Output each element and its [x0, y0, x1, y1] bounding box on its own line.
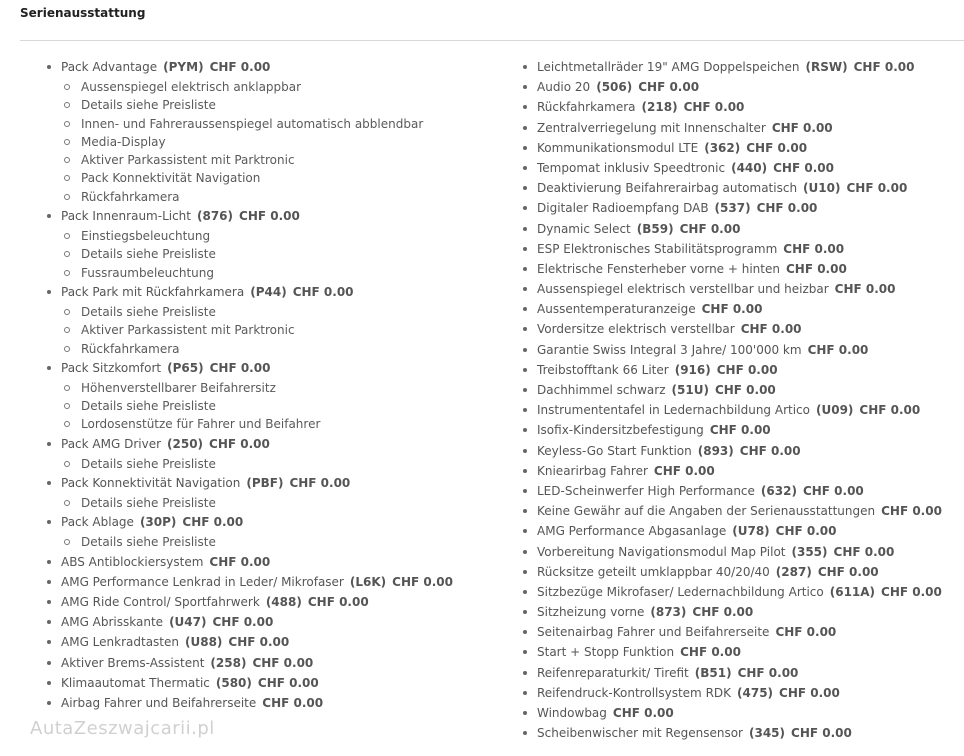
equipment-code: (30P)	[139, 515, 177, 530]
equipment-code: (L6K)	[349, 574, 387, 589]
equipment-name: Klimaautomat Thermatic	[61, 675, 210, 690]
equipment-name: Dynamic Select	[537, 221, 631, 236]
equipment-name: Kommunikationsmodul LTE	[537, 140, 699, 155]
equipment-item	[45, 673, 453, 693]
equipment-item	[521, 340, 942, 360]
pack-detail-item: Details siehe Preisliste	[61, 303, 453, 321]
equipment-price: CHF 0.00	[775, 524, 837, 539]
equipment-name: LED-Scheinwerfer High Performance	[537, 483, 755, 498]
equipment-item	[521, 360, 942, 380]
equipment-name: Vordersitze elektrisch verstellbar	[537, 322, 735, 337]
equipment-name: Pack Sitzkomfort	[61, 360, 162, 375]
equipment-item	[521, 77, 942, 97]
equipment-name: AMG Lenkradtasten	[61, 635, 179, 650]
equipment-code: (287)	[775, 564, 812, 579]
equipment-pack	[45, 206, 453, 282]
equipment-item	[521, 642, 942, 662]
equipment-item	[521, 259, 942, 279]
equipment-list-right	[521, 57, 942, 743]
equipment-item	[521, 703, 942, 723]
equipment-price: CHF 0.00	[209, 436, 270, 451]
equipment-price: CHF 0.00	[612, 706, 674, 720]
equipment-price: CHF 0.00	[817, 564, 879, 579]
equipment-item	[521, 400, 942, 420]
equipment-item	[521, 57, 942, 77]
pack-details-list	[61, 227, 453, 282]
pack-detail-item: Details siehe Preisliste	[61, 455, 453, 473]
equipment-price: CHF 0.00	[638, 80, 700, 95]
equipment-item	[521, 279, 942, 299]
equipment-price: CHF 0.00	[209, 360, 271, 375]
equipment-item	[521, 138, 942, 158]
equipment-item	[45, 612, 453, 632]
pack-detail-item: Aussenspiegel elektrisch anklappbar	[61, 78, 453, 96]
pack-header	[61, 473, 453, 494]
equipment-price: CHF 0.00	[716, 362, 778, 377]
equipment-price: CHF 0.00	[653, 463, 715, 478]
equipment-price: CHF 0.00	[679, 221, 741, 236]
equipment-price: CHF 0.00	[737, 665, 799, 680]
pack-detail-item: Details siehe Preisliste	[61, 397, 453, 415]
equipment-item	[521, 602, 942, 622]
equipment-code: (51U)	[671, 383, 709, 397]
equipment-price: CHF 0.00	[209, 554, 271, 569]
equipment-item	[521, 441, 942, 461]
equipment-pack	[45, 57, 453, 206]
equipment-name: Keine Gewähr auf die Angaben der Serienausstattungen	[537, 504, 876, 519]
equipment-code: (537)	[714, 201, 751, 216]
equipment-code: (362)	[704, 140, 741, 155]
pack-detail-item: Lordosenstütze für Fahrer und Beifahrer	[61, 415, 453, 433]
pack-details-list	[61, 379, 453, 434]
equipment-price: CHF 0.00	[709, 423, 771, 438]
equipment-name: Elektrische Fensterheber vorne + hinten	[537, 261, 780, 276]
equipment-price: CHF 0.00	[680, 645, 741, 660]
equipment-code: (B59)	[636, 221, 674, 236]
equipment-item	[521, 501, 942, 521]
equipment-name: Aktiver Brems-Assistent	[61, 655, 205, 670]
pack-details-list	[61, 78, 453, 206]
equipment-pack	[45, 358, 453, 434]
equipment-price: CHF 0.00	[771, 120, 833, 135]
equipment-item	[45, 592, 453, 612]
section-divider	[20, 40, 964, 41]
equipment-name: Pack Ablage	[61, 515, 134, 530]
equipment-code: (488)	[265, 595, 302, 610]
equipment-name: Zentralverriegelung mit Innenschalter	[537, 120, 766, 135]
equipment-price: CHF 0.00	[853, 60, 915, 74]
equipment-price: CHF 0.00	[182, 515, 244, 530]
equipment-pack	[45, 473, 453, 512]
equipment-item	[521, 562, 942, 582]
equipment-price: CHF 0.00	[289, 476, 351, 491]
equipment-item	[521, 723, 942, 743]
equipment-name: Sitzheizung vorne	[537, 605, 645, 620]
watermark: AutaZeszwajcarii.pl	[30, 718, 215, 739]
equipment-price: CHF 0.00	[802, 483, 864, 498]
equipment-price: CHF 0.00	[292, 284, 354, 299]
equipment-price: CHF 0.00	[228, 635, 290, 650]
pack-detail-item: Innen- und Fahreraussenspiegel automatisch abblendbar	[61, 115, 453, 133]
equipment-item	[45, 572, 453, 592]
equipment-code: (U09)	[816, 403, 854, 418]
equipment-item	[521, 158, 942, 178]
equipment-price: CHF 0.00	[833, 544, 895, 559]
equipment-code: (PBF)	[246, 476, 284, 491]
equipment-item	[521, 542, 942, 562]
equipment-name: Audio 20	[537, 80, 591, 95]
equipment-price: CHF 0.00	[775, 625, 837, 640]
pack-detail-item: Fussraumbeleuchtung	[61, 264, 453, 282]
equipment-pack	[45, 512, 453, 551]
equipment-price: CHF 0.00	[785, 261, 847, 276]
equipment-name: Vorbereitung Navigationsmodul Map Pilot	[537, 544, 786, 559]
pack-detail-item: Media-Display	[61, 133, 453, 151]
equipment-name: Rücksitze geteilt umklappbar 40/20/40	[537, 564, 770, 579]
pack-details-list	[61, 303, 453, 358]
equipment-price: CHF 0.00	[239, 209, 300, 224]
equipment-name: Treibstofftank 66 Liter	[537, 362, 669, 377]
equipment-item	[521, 582, 942, 602]
equipment-price: CHF 0.00	[212, 615, 274, 630]
equipment-code: (893)	[697, 443, 734, 458]
pack-header	[61, 512, 453, 533]
equipment-code: (RSW)	[805, 60, 848, 74]
equipment-code: (506)	[596, 80, 633, 95]
equipment-name: AMG Performance Lenkrad in Leder/ Mikrofaser	[61, 574, 344, 589]
pack-detail-item: Aktiver Parkassistent mit Parktronic	[61, 151, 453, 169]
equipment-item	[521, 299, 942, 319]
equipment-name: Instrumententafel in Ledernachbildung Artico	[537, 403, 810, 418]
equipment-name: AMG Abrisskante	[61, 615, 164, 630]
pack-detail-item: Details siehe Preisliste	[61, 245, 453, 263]
equipment-price: CHF 0.00	[746, 140, 808, 155]
equipment-price: CHF 0.00	[307, 595, 369, 610]
pack-detail-item: Pack Konnektivität Navigation	[61, 169, 453, 187]
equipment-list-left	[45, 57, 453, 713]
equipment-code: (876)	[197, 209, 234, 224]
equipment-item	[521, 683, 942, 703]
equipment-item	[521, 219, 942, 239]
pack-details-list	[61, 494, 453, 512]
equipment-price: CHF 0.00	[881, 584, 942, 599]
equipment-name: Windowbag	[537, 706, 607, 720]
equipment-price: CHF 0.00	[252, 655, 314, 670]
equipment-code: (632)	[760, 483, 797, 498]
pack-header	[61, 358, 453, 379]
equipment-price: CHF 0.00	[756, 201, 818, 216]
equipment-item	[521, 178, 942, 198]
equipment-price: CHF 0.00	[859, 403, 921, 418]
pack-detail-item: Rückfahrkamera	[61, 340, 453, 358]
equipment-code: (580)	[215, 675, 252, 690]
equipment-price: CHF 0.00	[846, 181, 908, 196]
pack-detail-item: Details siehe Preisliste	[61, 533, 453, 551]
equipment-code: (611A)	[829, 584, 876, 599]
equipment-code: (U88)	[185, 635, 223, 650]
pack-detail-item: Details siehe Preisliste	[61, 494, 453, 512]
equipment-item	[521, 319, 942, 339]
equipment-name: Airbag Fahrer und Beifahrerseite	[61, 695, 257, 710]
equipment-price: CHF 0.00	[783, 241, 845, 256]
equipment-price: CHF 0.00	[701, 302, 763, 317]
equipment-price: CHF 0.00	[807, 342, 869, 357]
equipment-code: (U78)	[732, 524, 770, 539]
equipment-price: CHF 0.00	[262, 695, 324, 710]
equipment-name: Seitenairbag Fahrer und Beifahrerseite	[537, 625, 770, 640]
pack-detail-item: Höhenverstellbarer Beifahrersitz	[61, 379, 453, 397]
pack-detail-item: Aktiver Parkassistent mit Parktronic	[61, 321, 453, 339]
pack-header	[61, 282, 453, 303]
equipment-price: CHF 0.00	[779, 685, 840, 700]
pack-header	[61, 434, 453, 455]
equipment-code: (PYM)	[163, 60, 204, 74]
equipment-name: Pack Park mit Rückfahrkamera	[61, 284, 245, 299]
pack-details-list	[61, 455, 453, 473]
equipment-code: (475)	[737, 685, 774, 700]
equipment-code: (440)	[731, 160, 768, 175]
equipment-name: Pack Konnektivität Navigation	[61, 476, 241, 491]
equipment-item	[521, 461, 942, 481]
equipment-name: Start + Stopp Funktion	[537, 645, 675, 660]
equipment-name: AMG Performance Abgasanlage	[537, 524, 727, 539]
pack-header	[61, 206, 453, 227]
equipment-name: Sitzbezüge Mikrofaser/ Ledernachbildung Artico	[537, 584, 824, 599]
equipment-item	[521, 239, 942, 259]
equipment-price: CHF 0.00	[739, 443, 801, 458]
equipment-name: Isofix-Kindersitzbefestigung	[537, 423, 704, 438]
equipment-code: (218)	[641, 100, 678, 115]
equipment-name: Pack Innenraum-Licht	[61, 209, 191, 224]
equipment-name: Digitaler Radioempfang DAB	[537, 201, 709, 216]
equipment-code: (355)	[791, 544, 828, 559]
equipment-name: Deaktivierung Beifahrerairbag automatisch	[537, 181, 798, 196]
equipment-item	[521, 380, 942, 400]
equipment-name: Aussentemperaturanzeige	[537, 302, 696, 317]
equipment-item	[521, 481, 942, 501]
equipment-code: (U47)	[169, 615, 207, 630]
equipment-code: (250)	[167, 436, 204, 451]
equipment-item	[521, 118, 942, 138]
equipment-name: Aussenspiegel elektrisch verstellbar und heizbar	[537, 282, 829, 297]
equipment-name: Garantie Swiss Integral 3 Jahre/ 100'000 km	[537, 342, 802, 357]
equipment-name: Reifenreparaturkit/ Tirefit	[537, 665, 689, 680]
equipment-price: CHF 0.00	[692, 605, 754, 620]
equipment-code: (P44)	[250, 284, 287, 299]
pack-detail-item: Details siehe Preisliste	[61, 96, 453, 114]
equipment-name: Pack Advantage	[61, 60, 158, 74]
equipment-item	[521, 97, 942, 117]
equipment-name: Scheibenwischer mit Regensensor	[537, 726, 743, 741]
equipment-price: CHF 0.00	[881, 504, 942, 519]
equipment-code: (U10)	[803, 181, 841, 196]
equipment-price: CHF 0.00	[683, 100, 745, 115]
equipment-price: CHF 0.00	[714, 383, 776, 397]
equipment-name: AMG Ride Control/ Sportfahrwerk	[61, 595, 260, 610]
equipment-name: Kniearirbag Fahrer	[537, 463, 648, 478]
equipment-price: CHF 0.00	[834, 282, 896, 297]
pack-header	[61, 57, 453, 78]
equipment-name: ESP Elektronisches Stabilitätsprogramm	[537, 241, 778, 256]
section-title: Serienausstattung	[20, 6, 146, 20]
equipment-item	[521, 521, 942, 541]
equipment-item	[45, 552, 453, 572]
equipment-code: (258)	[210, 655, 247, 670]
equipment-name: Rückfahrkamera	[537, 100, 636, 115]
equipment-item	[45, 693, 453, 713]
equipment-item	[521, 420, 942, 440]
equipment-code: (P65)	[167, 360, 204, 375]
equipment-name: Reifendruck-Kontrollsystem RDK	[537, 685, 732, 700]
equipment-price: CHF 0.00	[773, 160, 834, 175]
equipment-item	[45, 653, 453, 673]
equipment-code: (916)	[674, 362, 711, 377]
pack-details-list	[61, 533, 453, 551]
equipment-name: Leichtmetallräder 19" AMG Doppelspeichen	[537, 60, 800, 74]
equipment-price: CHF 0.00	[740, 322, 802, 337]
equipment-code: (345)	[748, 726, 786, 741]
equipment-item	[45, 632, 453, 652]
equipment-name: Keyless-Go Start Funktion	[537, 443, 692, 458]
equipment-code: (B51)	[694, 665, 732, 680]
equipment-price: CHF 0.00	[791, 726, 852, 741]
equipment-name: ABS Antiblockiersystem	[61, 554, 204, 569]
equipment-item	[521, 622, 942, 642]
equipment-price: CHF 0.00	[392, 574, 453, 589]
equipment-pack	[45, 282, 453, 358]
equipment-pack	[45, 434, 453, 473]
equipment-item	[521, 198, 942, 218]
pack-detail-item: Rückfahrkamera	[61, 188, 453, 206]
equipment-name: Tempomat inklusiv Speedtronic	[537, 160, 726, 175]
equipment-price: CHF 0.00	[257, 675, 319, 690]
equipment-name: Pack AMG Driver	[61, 436, 162, 451]
pack-detail-item: Einstiegsbeleuchtung	[61, 227, 453, 245]
equipment-name: Dachhimmel schwarz	[537, 383, 666, 397]
equipment-code: (873)	[650, 605, 687, 620]
equipment-price: CHF 0.00	[209, 60, 271, 74]
equipment-item	[521, 663, 942, 683]
